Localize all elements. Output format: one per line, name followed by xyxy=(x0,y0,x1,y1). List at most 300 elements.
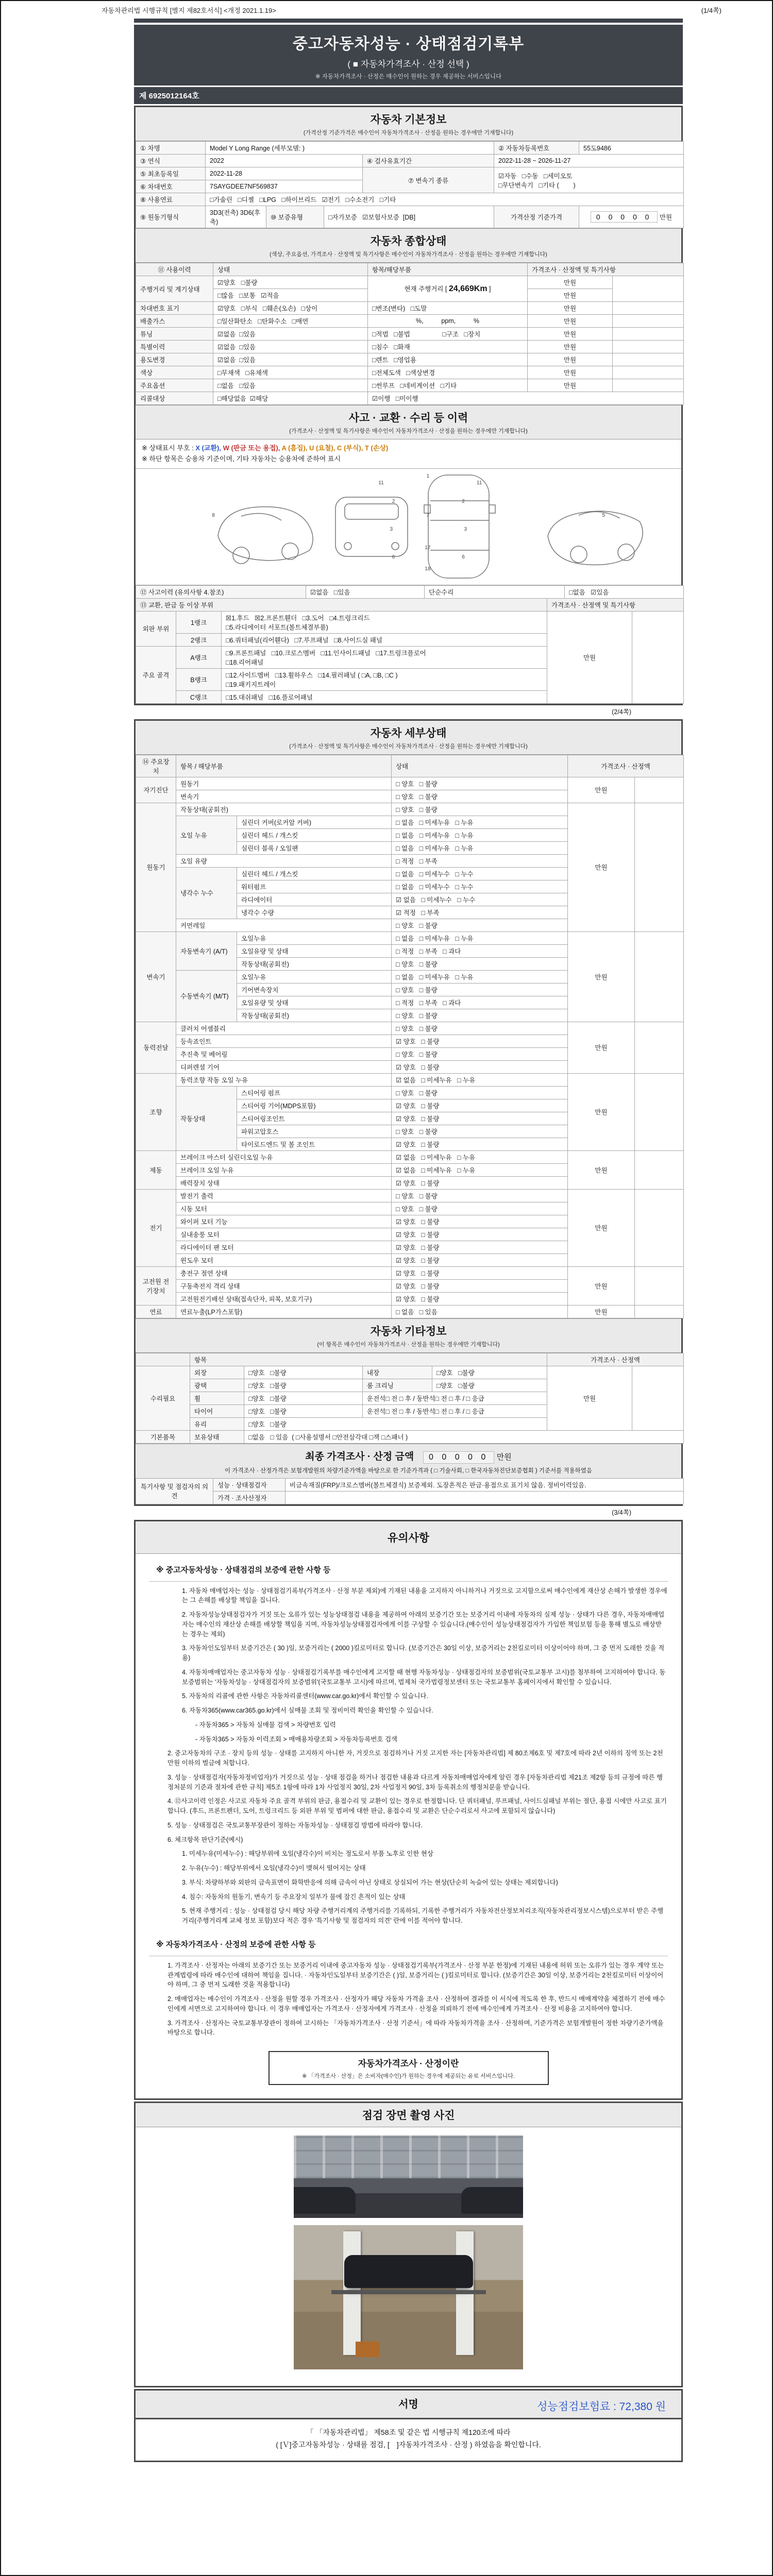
state-cell: □없음 ☑있음 xyxy=(565,585,684,598)
table-row xyxy=(136,931,684,944)
row-label: 주요 골격 xyxy=(136,646,176,703)
notes-body xyxy=(136,1554,681,2099)
item-cell: 스티어링 기어(MDPS포함) xyxy=(237,1099,392,1112)
legend-code-a: A (흠집), xyxy=(280,444,308,452)
note-cell xyxy=(635,1189,684,1266)
comprehensive-table xyxy=(136,263,684,405)
table-row xyxy=(136,142,684,155)
column-header: ⑪ 사용이력 xyxy=(136,263,213,276)
state-cell: ☑ 양호 □ 불량 xyxy=(392,1215,568,1228)
row-label: ⑤ 최초등록일 xyxy=(136,167,206,180)
info-box-text: ※ 「가격조사 · 산정」은 소비자(매수인)가 원하는 경우에 제공되는 유료 서비스입니다. xyxy=(302,2073,515,2080)
item-cell: 스티어링 펌프 xyxy=(237,1086,392,1099)
page-marker-2: (2/4쪽) xyxy=(612,708,631,716)
item-cell: 와이퍼 모터 기능 xyxy=(176,1215,392,1228)
state-cell: ☑ 양호 □ 불량 xyxy=(392,1138,568,1150)
section-title: 자동차 종합상태 xyxy=(370,235,447,247)
item-cell: 냉각수 수량 xyxy=(237,906,392,919)
state-cell: ☑ 양호 □ 불량 xyxy=(392,1266,568,1279)
sub-group-label: 자동변속기 (A/T) xyxy=(176,931,237,970)
basic-info-header xyxy=(136,107,681,141)
note-paragraph: 6. 체크항목 판단기준(예시) xyxy=(167,1836,243,1843)
price-cell: 만원 xyxy=(568,1150,635,1189)
panel-number-badge: 18 xyxy=(425,566,431,572)
table-row xyxy=(136,1022,684,1035)
signature-label: 서명 xyxy=(398,2399,418,2411)
table-header-row xyxy=(136,1353,684,1366)
row-label: 타이어 xyxy=(190,1404,244,1417)
note-cell xyxy=(635,1266,684,1305)
panel-checkboxes xyxy=(222,611,547,633)
appraiser-opinion-text xyxy=(285,1491,684,1504)
panel-number-badge: 2 xyxy=(392,499,395,505)
item-cell: □썬루프 □네비게이션 □기타 xyxy=(368,379,528,392)
notes-list-2 xyxy=(149,1961,668,2038)
state-cell: □ 양호 □ 불량 xyxy=(392,1047,568,1060)
price-cell: 만원 xyxy=(528,366,613,379)
note-cell xyxy=(635,1150,684,1189)
state-cell: □ 양호 □ 불량 xyxy=(392,1202,568,1215)
group-label: 수리필요 xyxy=(136,1366,190,1430)
item-cell: 실린더 블록 / 오일팬 xyxy=(237,841,392,854)
accident-header xyxy=(136,405,681,439)
item-cell: □렌트 □영업용 xyxy=(368,353,528,366)
table-row xyxy=(136,167,684,180)
panel-number-badge: 11 xyxy=(378,480,384,486)
group-label: 제동 xyxy=(136,1150,176,1189)
footer-line-2: ( [Ｖ]중고자동차성능 · 상태를 점검, [ ]자동차가격조사 · 산정 ) 하였음을 확인합니다. xyxy=(276,2440,541,2449)
item-cell: 브레이크 오일 누유 xyxy=(176,1163,392,1176)
panel-number-badge: 6 xyxy=(392,554,395,561)
item-cell: 발전기 출력 xyxy=(176,1189,392,1202)
final-price-label: 최종 가격조사 · 산정 금액 xyxy=(305,1451,414,1462)
state-cell: □ 양호 □ 불량 xyxy=(392,957,568,970)
item-cell: 스티어링조인트 xyxy=(237,1112,392,1125)
note-paragraph: 1. 미세누유(미세누수) : 해당부위에 오일(냉각수)이 비치는 정도로서 부품 노후로 인한 현상 xyxy=(182,1850,433,1858)
page-marker-3: (3/4쪽) xyxy=(612,1509,631,1516)
mileage-suffix: ] xyxy=(489,285,491,293)
table-header-row xyxy=(136,755,684,777)
notes-list-1 xyxy=(149,1586,668,1926)
rank-label: C랭크 xyxy=(176,690,222,703)
panel-number-badge: 5 xyxy=(602,513,605,519)
state-cell: ☑ 양호 □ 불량 xyxy=(392,1060,568,1073)
state-cell: □양호 □불량 xyxy=(244,1379,363,1392)
row-label: 휠 xyxy=(190,1392,244,1404)
note-cell xyxy=(635,1305,684,1318)
final-price-note: 이 가격조사 · 산정가격은 보험개발원의 차량기준가액을 바탕으로 한 기준가격과 ( □ 기술사회, □ 한국자동차진단보증협회 ) 기준서를 적용하였음 xyxy=(225,1467,592,1474)
sub-group-label: 냉각수 누수 xyxy=(176,867,237,919)
sub-group-label: 작동상태 xyxy=(176,1086,237,1150)
state-cell: ☑양호 □부식 □훼손(오손) □상이 xyxy=(213,302,368,315)
state-cell: ☑양호 □불량 xyxy=(213,276,368,289)
section-title: 자동차 세부상태 xyxy=(370,727,447,739)
table-row xyxy=(136,611,684,633)
group-label: 특기사항 및 점검자의 의견 xyxy=(136,1478,213,1504)
item-cell: 동력조향 작동 오일 누유 xyxy=(176,1073,392,1086)
checkbox-group: □19.패키지트레이 xyxy=(226,681,276,688)
price-cell: 만원 xyxy=(568,803,635,931)
table-row xyxy=(136,379,684,392)
price-cell: 만원 xyxy=(528,302,613,315)
section-note: (가격산정 기준가격은 매수인이 자동차가격조사 · 산정을 원하는 경우에만 기재합니다) xyxy=(303,130,514,136)
row-label: 튜닝 xyxy=(136,328,213,341)
price-cell: 만원 xyxy=(568,1073,635,1150)
note-paragraph: 3. 자동차인도일부터 보증기간은 ( 30 )일, 보증거리는 ( 2000 )킬로미터로 합니다. (보증기간은 30일 이상, 보증거리는 2천킬로미터 이상이어야 하며, 그 중 먼저 도래한 것을 적용) xyxy=(182,1645,665,1662)
price-cell: 만원 xyxy=(568,1189,635,1266)
table-row xyxy=(136,1430,684,1443)
row-label: 유리 xyxy=(190,1417,244,1430)
parked-car-right xyxy=(461,2187,523,2214)
state-cell: ☑ 적정 □ 부족 xyxy=(392,906,568,919)
price-cell: 만원 xyxy=(568,931,635,1022)
checkbox-group: □5.라디에이터 서포트(볼트체결부품) xyxy=(226,623,328,631)
engine-type-value: 3D3(전축) 3D6(후축) xyxy=(206,206,266,228)
confirmation-footer xyxy=(134,2419,683,2462)
section-note: (가격조사 · 산정액 및 특기사항은 매수인이 자동차가격조사 · 산정을 원하는 경우에만 기재합니다) xyxy=(289,428,528,434)
table-row xyxy=(136,1305,684,1318)
state-cell: □ 없음 □ 있음 xyxy=(392,1305,568,1318)
item-cell: 워터펌프 xyxy=(237,880,392,893)
state-cell: □일산화탄소 □탄화수소 □매연 xyxy=(213,315,368,328)
state-cell: □해당없음 ☑해당 xyxy=(213,392,368,405)
table-row xyxy=(136,328,684,341)
row-label: 배출가스 xyxy=(136,315,213,328)
state-cell: ☑ 없음 □ 미세누유 □ 누유 xyxy=(392,1073,568,1086)
rank-label: A랭크 xyxy=(176,646,222,668)
row-label: ⑦ 변속기 종류 xyxy=(363,167,494,193)
sub-group-label: 수동변속기 (M/T) xyxy=(176,970,237,1022)
price-cell: 만원 xyxy=(547,1366,632,1430)
note-paragraph: 3. 가격조사 · 산정자는 국토교통부장관이 정하여 고시하는 「자동차가격조사 · 산정 기준서」에 따라 자동차가격을 조사 · 산정하며, 기준가격은 보험개발원이 정한 차량기준가액을 바탕으로 합니다. xyxy=(167,2019,664,2037)
inspector-opinion-text: 비금속재질(FRP)/크로스멤버(볼트체결식) 보증제외. 도장흔적은 판금·용접으로 표기치 않음. 정비이력있음. xyxy=(285,1478,684,1491)
note-cell xyxy=(613,315,684,328)
ceiling-beams xyxy=(294,2136,523,2178)
row-label: ③ 연식 xyxy=(136,155,206,167)
section-box-notes xyxy=(134,1520,683,2100)
table-header-row xyxy=(136,263,684,276)
document-sheet xyxy=(134,19,683,2462)
signature-section xyxy=(134,2389,683,2419)
column-header: 항목/해당부품 xyxy=(368,263,528,276)
row-label: ① 차명 xyxy=(136,142,206,155)
title-top-bar xyxy=(134,19,683,23)
note-paragraph: 3. 성능 · 상태점검자(자동차정비업자)가 거짓으로 성능 · 상태 점검을 하거나 점검한 내용과 다르게 자동차매매업자에게 알린 경우 [자동차관리법 제21조 제2항 등의 규정에 따른 행정처분의 기준과 절차에 관한 규칙] 제5조 1항에 따라 1차 사업정지 30일, 2차 사업정지 90일, 3차 등록취소의 행정처분을 받습니다. xyxy=(167,1773,663,1791)
row-label: ⑥ 차대번호 xyxy=(136,180,206,193)
row-label: 광택 xyxy=(190,1379,244,1392)
state-cell: □ 없음 □ 미세누유 □ 누유 xyxy=(392,970,568,983)
column-header: 가격조사 · 산정액 xyxy=(568,755,684,777)
item-cell: ☑이행 □미이행 xyxy=(368,392,684,405)
note-cell xyxy=(613,302,684,315)
item-cell: 오일누유 xyxy=(237,970,392,983)
state-cell: □ 양호 □ 불량 xyxy=(392,919,568,931)
table-row xyxy=(136,206,684,228)
price-cell: 만원 xyxy=(528,315,613,328)
panel-checkboxes: □6.쿼터패널(리어휀다) □7.루프패널 □8.사이드실 패널 xyxy=(222,633,547,646)
photos-area xyxy=(136,2127,681,2386)
row-label: 주요옵션 xyxy=(136,379,213,392)
row-label: 차대번호 표기 xyxy=(136,302,213,315)
row-label: 특별이력 xyxy=(136,341,213,353)
document-title-box xyxy=(134,25,683,86)
final-price-bar xyxy=(136,1444,681,1478)
item-cell: %, ppm, % xyxy=(368,315,528,328)
section-note: (가격조사 · 산정액 및 특기사항은 매수인이 자동차가격조사 · 산정을 원하는 경우에만 기재합니다) xyxy=(289,743,528,750)
price-cell: 만원 xyxy=(528,328,613,341)
item-cell: 작동상태(공회전) xyxy=(176,803,392,816)
note-cell xyxy=(613,276,684,302)
column-header xyxy=(136,1353,190,1366)
item-cell: 오일유량 및 상태 xyxy=(237,996,392,1009)
row-label: 주행거리 및 계기상태 xyxy=(136,276,213,302)
note-cell xyxy=(632,1366,684,1430)
item-cell: 클러치 어셈블리 xyxy=(176,1022,392,1035)
sub-group-label: 오일 누유 xyxy=(176,816,237,854)
plate-number-value: 55도9486 xyxy=(579,142,684,155)
state-cell: □양호 □불량 xyxy=(244,1366,363,1379)
group-label: 원동기 xyxy=(136,803,176,931)
state-cell: ☑ 양호 □ 불량 xyxy=(392,1241,568,1253)
state-cell: □양호 □불량 xyxy=(432,1379,547,1392)
state-cell: ☑ 양호 □ 불량 xyxy=(392,1292,568,1305)
note-cell xyxy=(613,366,684,379)
item-cell: 시동 모터 xyxy=(176,1202,392,1215)
fuel-checkboxes: □가솔린 □디젤 □LPG □하이브리드 ☑전기 □수소전기 □기타 xyxy=(206,193,684,206)
group-label: 동력전달 xyxy=(136,1022,176,1073)
row-label: 단순수리 xyxy=(425,585,565,598)
row-label: 용도변경 xyxy=(136,353,213,366)
note-paragraph: 5. 자동차의 리콜에 관한 사항은 자동차리콜센터(www.car.go.kr)에서 확인할 수 있습니다. xyxy=(182,1692,428,1700)
table-row xyxy=(136,366,684,379)
row-label: ⑩ 보증유형 xyxy=(266,206,324,228)
item-cell: 기어변속장치 xyxy=(237,983,392,996)
document-number: 제 6925012164호 xyxy=(134,87,683,104)
item-cell: 브레이크 마스터 실린더오일 누유 xyxy=(176,1150,392,1163)
table-header-row xyxy=(136,598,684,611)
price-cell: 만원 xyxy=(528,353,613,366)
state-cell: ☑ 양호 □ 불량 xyxy=(392,1228,568,1241)
panel-checkboxes xyxy=(222,668,547,690)
basic-info-table-2 xyxy=(136,206,684,228)
footer-line-1: 「 「자동차관리법」 제58조 및 같은 법 시행규칙 제120조에 따라 xyxy=(306,2428,511,2437)
column-header: 항목 / 해당부품 xyxy=(176,755,392,777)
row-label: 내장 xyxy=(363,1366,432,1379)
item-cell: 실린더 커버(로커암 커버) xyxy=(237,816,392,828)
state-cell: ☑ 없음 □ 미세누유 □ 누유 xyxy=(392,1150,568,1163)
panel-checkboxes xyxy=(222,646,547,668)
state-cell: ☑없음 □있음 xyxy=(213,353,368,366)
item-cell: □적법 □불법 □구조 □장치 xyxy=(368,328,528,341)
item-cell: 오일유량 및 상태 xyxy=(237,944,392,957)
price-cell: 만원 xyxy=(528,379,613,392)
section-box-1 xyxy=(134,106,683,705)
table-row xyxy=(136,585,684,598)
table-row xyxy=(136,155,684,167)
table-row xyxy=(136,276,684,289)
mileage-prefix: 현재 주행거리 [ xyxy=(404,285,447,293)
item-cell: 실린더 헤드 / 개스킷 xyxy=(237,867,392,880)
price-cell: 만원 xyxy=(528,276,613,289)
note-cell xyxy=(613,379,684,392)
column-header: ⑭ 주요장치 xyxy=(136,755,176,777)
row-label: 가격산정 기준가격 xyxy=(494,206,579,228)
notes-subhead-1: ※ 중고자동차성능 · 상태점검의 보증에 관한 사항 등 xyxy=(149,1556,668,1582)
state-cell: ☑ 양호 □ 불량 xyxy=(392,1253,568,1266)
note-cell xyxy=(635,1073,684,1150)
state-cell: ☑ 양호 □ 불량 xyxy=(392,1279,568,1292)
comprehensive-header xyxy=(136,228,681,263)
row-label: 색상 xyxy=(136,366,213,379)
rank-label: 2랭크 xyxy=(176,633,222,646)
legend-code-u: U (요철), xyxy=(307,444,335,452)
checkbox-group: □18.리어패널 xyxy=(226,658,264,666)
transmission-checkboxes xyxy=(494,167,684,193)
item-cell: □변조(변타) □도말 xyxy=(368,302,528,315)
table-row xyxy=(136,803,684,816)
state-cell: □없음 □있음 xyxy=(213,379,368,392)
row-label: ④ 검사유효기간 xyxy=(363,155,494,167)
row-label: 외장 xyxy=(190,1366,244,1379)
price-cell: 만원 xyxy=(568,1305,635,1318)
inspection-photo-garage xyxy=(294,2136,523,2218)
state-cell: □ 없음 □ 미세누유 □ 누유 xyxy=(392,828,568,841)
price-survey-option: ( ■ 자동차가격조사 · 산정 선택 ) xyxy=(347,59,469,69)
page-marker-1: (1/4쪽) xyxy=(701,7,721,14)
table-row xyxy=(136,1478,684,1491)
note-paragraph: 4. 자동차매매업자는 중고자동차 성능 · 상태점검기록부를 매수인에게 고지할 때 현행 자동차성능 · 상태점검자의 보증범위(국토교통부 고시)를 첨부하여 고지하여야 합니다. 동 보증범위는 '자동차성능 · 상태점검자의 보증범위'(국토교통부 고시)에 따르며, 법제처 국가법령정보센터 또는 국토교통부 홈페이지에서 확인할 수 있습니다. xyxy=(182,1668,666,1686)
row-label: 룸 크리닝 xyxy=(363,1379,432,1392)
panel-number-badge: 11 xyxy=(476,480,482,486)
state-cell: □양호 □불량 xyxy=(244,1404,363,1417)
price-digits: 0 0 0 0 0 xyxy=(591,211,658,223)
rank-label: 1랭크 xyxy=(176,611,222,633)
state-cell: □ 양호 □ 불량 xyxy=(392,1125,568,1138)
state-cell: ☑ 없음 □ 미세누유 □ 누유 xyxy=(392,1163,568,1176)
state-cell: □ 양호 □ 불량 xyxy=(392,803,568,816)
legend-code-x: X (교환), xyxy=(195,444,221,452)
exchange-panel-table xyxy=(136,598,684,704)
group-label: 연료 xyxy=(136,1305,176,1318)
legend-code-w: W (판금 또는 용접), xyxy=(221,444,280,452)
note-paragraph: 5. 현재 주행거리 : 성능 · 상태점검 당시 해당 차량 주행거리계의 주행거리를 기록하되, 기록한 주행거리가 자동차전산정보처리조직(자동차관리정보시스템)으로부터 받은 주행거리(주행거리계 교체 정보 포함)보다 적은 경우 '특기사항 및 점검자의 의견' 란에 이를 적어야 합니다. xyxy=(182,1907,664,1925)
status-code-legend xyxy=(136,439,681,469)
item-cell: 디퍼렌셜 기어 xyxy=(176,1060,392,1073)
basic-info-table xyxy=(136,141,684,206)
state-cell: ☑없음 □있음 xyxy=(213,341,368,353)
other-info-header xyxy=(136,1318,681,1353)
model-year-value: 2022 xyxy=(206,155,363,167)
checkbox-group: □무단변속기 □기타 ( ) xyxy=(498,181,576,189)
state-cell: □ 적정 □ 부족 xyxy=(392,854,568,867)
state-cell: □많음 □보통 ☑적음 xyxy=(213,289,368,302)
panel-number-badge: 17 xyxy=(425,545,431,551)
rank-label: B랭크 xyxy=(176,668,222,690)
wheel-position-checkboxes: 운전석□ 전 □ 후 / 동반석□ 전 □ 후 / □ 응급 xyxy=(363,1392,547,1404)
section-note: (색상, 주요옵션, 가격조사 · 산정액 및 특기사항은 매수인이 자동차가격조사 · 산정을 원하는 경우에만 기재합니다) xyxy=(270,251,547,258)
table-row xyxy=(136,1266,684,1279)
item-cell: 연료누출(LP가스포함) xyxy=(176,1305,392,1318)
item-cell: 배력장치 상태 xyxy=(176,1176,392,1189)
form-reference: 자동차관리법 시행규칙 [별지 제82호서식] <개정 2021.1.19> xyxy=(102,7,276,14)
group-label: 자기진단 xyxy=(136,777,176,803)
document-title: 중고자동차성능 · 상태점검기록부 xyxy=(292,36,525,53)
group-label: 고전원 전기장치 xyxy=(136,1266,176,1305)
item-cell: 작동상태(공회전) xyxy=(237,957,392,970)
table-row xyxy=(136,302,684,315)
column-header: 상태 xyxy=(392,755,568,777)
item-cell: 작동상태(공회전) xyxy=(237,1009,392,1022)
base-price-value xyxy=(579,206,684,228)
state-cell: ☑ 양호 □ 불량 xyxy=(392,1176,568,1189)
checkbox-group: □9.프론트패널 □10.크로스멤버 □11.인사이드패널 □17.트렁크플로어 xyxy=(226,649,426,657)
table-row xyxy=(136,353,684,366)
tool-crate xyxy=(356,2342,379,2357)
table-row xyxy=(136,1150,684,1163)
section-title: 점검 장면 촬영 사진 xyxy=(362,2110,455,2122)
legend-code-t: T (손상) xyxy=(363,444,389,452)
table-row xyxy=(136,1491,684,1504)
state-cell: ☑ 양호 □ 불량 xyxy=(392,1099,568,1112)
accident-history-row xyxy=(136,585,684,599)
legend-text: ※ 상태표시 부호 : xyxy=(142,444,196,452)
table-row xyxy=(136,315,684,328)
state-cell: □ 양호 □ 불량 xyxy=(392,1009,568,1022)
item-cell: 라디에이터 xyxy=(237,893,392,906)
item-cell: 오일누유 xyxy=(237,931,392,944)
table-row xyxy=(136,1073,684,1086)
section-title: 유의사항 xyxy=(387,1532,430,1544)
price-cell: 만원 xyxy=(568,777,635,803)
item-cell: 추진축 및 베어링 xyxy=(176,1047,392,1060)
note-paragraph: 1. 가격조사 · 산정자는 아래의 보증기간 또는 보증거리 이내에 중고자동차 성능 · 상태점검기록부(가격조사 · 산정 부분 한정)에 기재된 내용에 허위 또는 오류가 있는 경우 계약 또는 관계법령에 따라 매수인에 대하여 책임을 집니다. · 자동차인도일부터 보증기간은 ( )일, 보증거리는 ( )킬로미터로 합니다. (보증기간은 30일 이상, 보증거리는 2천킬로미터 이상이어야 하며, 그 중 먼저 도래한 것을 적용합니다) xyxy=(167,1961,664,1989)
table-row xyxy=(136,1189,684,1202)
price-cell: 만원 xyxy=(547,611,632,703)
info-box-title: 자동차가격조사 · 산정이란 xyxy=(358,2059,459,2069)
inspection-period-value: 2022-11-28 ~ 2026-11-27 xyxy=(494,155,684,167)
state-cell: □ 없음 □ 미세누유 □ 누유 xyxy=(392,931,568,944)
note-cell xyxy=(635,1022,684,1073)
panel-number-badge: 7 xyxy=(426,513,429,519)
item-cell: 커먼레일 xyxy=(176,919,392,931)
note-cell xyxy=(635,931,684,1022)
photos-header xyxy=(136,2103,681,2127)
note-paragraph: 1. 자동차 매매업자는 성능 · 상태점검기록부(가격조사 · 산정 부분 제외)에 기재된 내용을 고지하지 아니하거나 거짓으로 고지함으로써 매수인에게 재산상 손해가 발생한 경우에는 그 손해를 배상할 책임을 집니다. xyxy=(182,1587,667,1604)
column-header: 가격조사 · 산정액 및 특기사항 xyxy=(528,263,684,276)
state-cell: □ 없음 □ 미세누수 □ 누수 xyxy=(392,867,568,880)
notes-subhead-2: ※ 자동차가격조사 · 산정의 보증에 관한 사항 등 xyxy=(149,1930,668,1956)
item-cell: □전체도색 □색상변경 xyxy=(368,366,528,379)
state-cell: □ 양호 □ 불량 xyxy=(392,1189,568,1202)
state-cell: □ 양호 □ 불량 xyxy=(392,790,568,803)
panel-number-badge: 3 xyxy=(464,527,467,533)
section-note: (이 항목은 매수인이 자동차가격조사 · 산정을 원하는 경우에만 기재합니다) xyxy=(317,1341,500,1348)
note-paragraph: 4. 침수: 자동차의 원동기, 변속기 등 주요장치 일부가 물에 잠긴 흔적이 있는 상태 xyxy=(182,1893,406,1901)
item-cell: 실린더 헤드 / 개스킷 xyxy=(237,828,392,841)
item-cell: 타이로드엔드 및 볼 조인트 xyxy=(237,1138,392,1150)
price-cell: 만원 xyxy=(528,289,613,302)
mileage-cell xyxy=(368,276,528,302)
car-on-lift xyxy=(344,2255,473,2288)
table-row xyxy=(136,1366,684,1379)
group-label: 변속기 xyxy=(136,931,176,1022)
final-price-unit: 만원 xyxy=(496,1452,512,1462)
state-cell: □무채색 □유채색 xyxy=(213,366,368,379)
row-label: ⑨ 원동기형식 xyxy=(136,206,206,228)
note-cell xyxy=(635,803,684,931)
price-cell: 만원 xyxy=(528,341,613,353)
note-paragraph: - 자동차365 > 자동차 이력조회 > 매매용차량조회 > 자동차등록번호 검색 xyxy=(195,1735,398,1743)
